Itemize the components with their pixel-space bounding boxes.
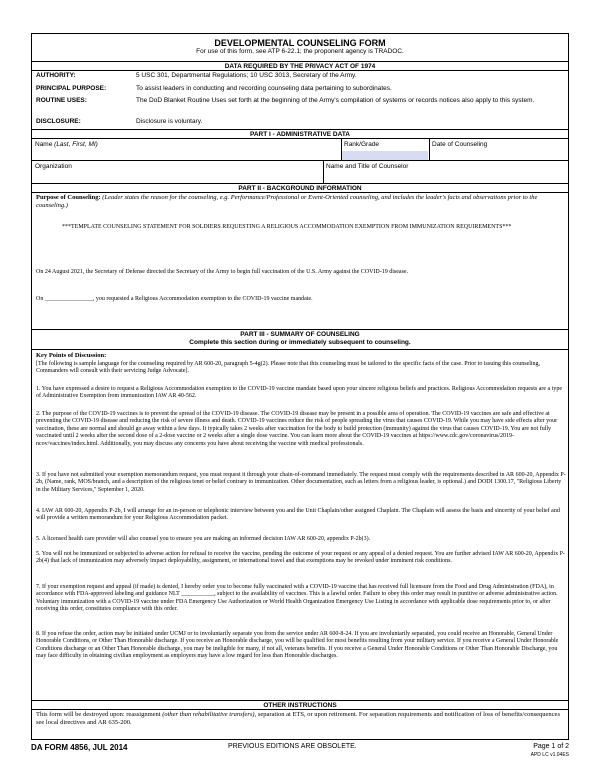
counselor-label: Name and Title of Counselor	[326, 163, 409, 170]
divider	[32, 70, 568, 71]
request-date-paragraph: On ________________, you requested a Religious Accommodation exemption to the COVID-19 vaccine mandate.	[36, 296, 313, 302]
key-points-label: Key Points of Discussion:	[36, 352, 107, 359]
divider	[32, 160, 568, 161]
organization-label: Organization	[35, 163, 72, 170]
part2-header: PART II - BACKGROUND INFORMATION	[32, 183, 568, 192]
form-subtitle: For use of this form, see ATP 6-22.1; the proponent agency is TRADOC.	[196, 48, 404, 55]
rank-field[interactable]	[342, 151, 428, 160]
rank-label: Rank/Grade	[344, 141, 380, 148]
version: APD LC v1.04ES	[530, 752, 569, 758]
counseling-paragraph: 3. If you have not submitted your exemption memorandum request, you must request it through your chain-of-command immediately. The request must comply with the requirements described in AR 600-20, Appendix P-2b, (Name, rank, MOS/branch, and a description of the religious tenet or belief contrary to immunization. Other documentation, such as letters from a religious leader, is optional.) and DODI 1300.17, "Religious Liberty in the Military Services," September 1, 2020.	[36, 472, 566, 493]
name-label: Name (Last, First, MI)	[35, 141, 98, 148]
counselor-field[interactable]	[324, 170, 568, 183]
divider	[32, 349, 568, 350]
counseling-paragraph: 4. IAW AR 600-20, Appendix P-2b, I will arrange for an in-person or telephonic interview between you and the Unit Chaplain/other assigned Chaplain. The Chaplain will assess the basis and sincerity of your belief and will provide a written memorandum for your Religious Accommodation packet.	[36, 508, 560, 522]
disclosure-label: DISCLOSURE:	[36, 118, 81, 125]
routine-uses-value: The DoD Blanket Routine Uses set forth at the beginning of the Army's compilation of systems or records notices also apply to this system.	[136, 97, 535, 104]
purpose-of-counseling: Purpose of Counseling: (Leader states the reason for the counseling, e.g. Performance/Professional or Event-Oriented counseling, and includes the leader's facts and observations prior to the counseling.)	[36, 194, 538, 209]
counseling-paragraph: 8. If you refuse the order, action may be initiated under UCMJ or to involuntarily separate you from the service under AR 600-8-24. If you are involuntarily separated, you could receive an Honorable, General Under Honorable Conditions, or Other Than Honorable discharge. If you receive an Honorable discharge, you will be qualified for most benefits resulting from your military service. If you receive a General Under Honorable Conditions discharge or an Other Than Honorable discharge, you may be ineligible for many, if not all, veterans benefits. If you receive a General Under Honorable Conditions or Other Than Honorable Discharge, you may face difficulty in obtaining civilian employment as employers may have a low regard for less than Honorable discharges.	[36, 631, 559, 660]
page-number: Page 1 of 2	[533, 743, 569, 750]
counseling-paragraph: 1. You have expressed a desire to request a Religious Accommodation exemption to the COVID-19 vaccine mandate based upon your sincere religious beliefs and practices. Religious Accommodation requests are a type of Administrative Exemption from immunization IAW AR 40-562.	[36, 386, 563, 400]
form-title: DEVELOPMENTAL COUNSELING FORM	[214, 38, 386, 48]
name-field[interactable]	[32, 140, 340, 160]
form-number: DA FORM 4856, JUL 2014	[31, 743, 128, 752]
previous-editions: PREVIOUS EDITIONS ARE OBSOLETE.	[228, 743, 357, 750]
counseling-paragraph: 7. If your exemption request and appeal (if made) is denied, I hereby order you to become fully vaccinated with a COVID-19 vaccine that has received full licensure from the Food and Drug Administration (FDA), in accordance with FDA-approved labeling and guidance NLT ___________, subject to the availability of vaccines. This is a lawful order. Failure to obey this order may result in punitive or adverse administrative action. Voluntary immunization with a COVID-19 vaccine under FDA Emergency Use Authorization or World Health Organization Emergency Use Listing in accordance with applicable dose requirements prior to, or after receiving this order, constitutes compliance with this order.	[36, 584, 558, 613]
counseling-paragraph: [The following is sample language for the counseling required by AR 600-20, paragraph 5-4g(2). Please note that this counseling must be tailored to the specific facts of the case. Prior to issuing this counseling, Commanders will consult with their servicing Judge Advocate].	[36, 361, 541, 375]
other-instructions-text: This form will be destroyed upon: reassignment (other than rehabilitative transfers), separation at ETS, or upon retirement. For separation requirements and notification of loss of benefits/consequences see local directives and AR 635-200.	[36, 711, 560, 726]
organization-field[interactable]	[32, 170, 322, 183]
counseling-paragraph: 2. The purpose of the COVID-19 vaccines is to prevent the spread of the COVID-19 disease. The COVID-19 disease may be present in a possible area of operation. The COVID-19 vaccines are safe and effective at preventing the COVID-19 disease and reducing the risk of severe illness and death. COVID-19 vaccines reduce the risk of people spreading the virus that causes COVID-19. While you may have side effects after your vaccination, these are normal and should go away within a few days. It typically takes 2 weeks after vaccination for the body to build protection (immunity) against the virus that causes COVID-19. You are not fully vaccinated until 2 weeks after the second dose of a 2-dose vaccine or 2 weeks after a single dose vaccine. You can learn more about the COVID-19 vaccines at https://www.cdc.gov/coronavirus/2019-ncov/vaccines/index.html. Additionally, you may discuss any concerns you have about receiving the vaccine with medical professionals.	[36, 411, 558, 447]
counseling-form	[31, 33, 569, 740]
counseling-paragraph: 5. A licensed health care provider will also counsel you to ensure you are making an informed decision IAW AR 600-20, appendix P-2b(3).	[36, 536, 371, 542]
counseling-paragraph: 5. You will not be immunized or subjected to adverse action for refusal to receive the vaccine, pending the outcome of your request or any appeal of a denied request. You are further advised IAW AR 600-20, Appendix P-2b(4) that lack of immunization may adversely impact deployability, assignment, or international travel and that exemptions may be revoked under imminent risk conditions.	[36, 551, 565, 565]
secdef-paragraph: On 24 August 2021, the Secretary of Defense directed the Secretary of the Army to begin full vaccination of the U.S. Army against the COVID-19 disease.	[36, 269, 409, 275]
routine-uses-label: ROUTINE USES:	[36, 97, 87, 104]
other-instructions-header: OTHER INSTRUCTIONS	[32, 700, 568, 709]
date-label: Date of Counseling	[432, 141, 488, 148]
authority-value: 5 USC 301, Departmental Regulations; 10 USC 3013, Secretary of the Army.	[136, 72, 357, 79]
disclosure-value: Disclosure is voluntary.	[136, 118, 203, 125]
purpose-label: PRINCIPAL PURPOSE:	[36, 85, 107, 92]
divider	[32, 192, 568, 193]
authority-label: AUTHORITY:	[36, 72, 76, 79]
privacy-header: DATA REQUIRED BY THE PRIVACY ACT OF 1974	[32, 61, 568, 70]
date-field[interactable]	[430, 148, 568, 160]
part3-header: PART III - SUMMARY OF COUNSELING Complete this section during or immediately subsequent to counseling.	[32, 329, 568, 347]
template-statement: ***TEMPLATE COUNSELING STATEMENT FOR SOLDIERS REQUESTING A RELIGIOUS ACCOMMODATION EXEMPTION FROM IMMUNIZATION REQUIREMENTS***	[62, 224, 512, 230]
purpose-value: To assist leaders in conducting and recording counseling data pertaining to subordinates.	[136, 85, 392, 92]
divider	[32, 709, 568, 710]
part1-header: PART I - ADMINISTRATIVE DATA	[32, 129, 568, 138]
